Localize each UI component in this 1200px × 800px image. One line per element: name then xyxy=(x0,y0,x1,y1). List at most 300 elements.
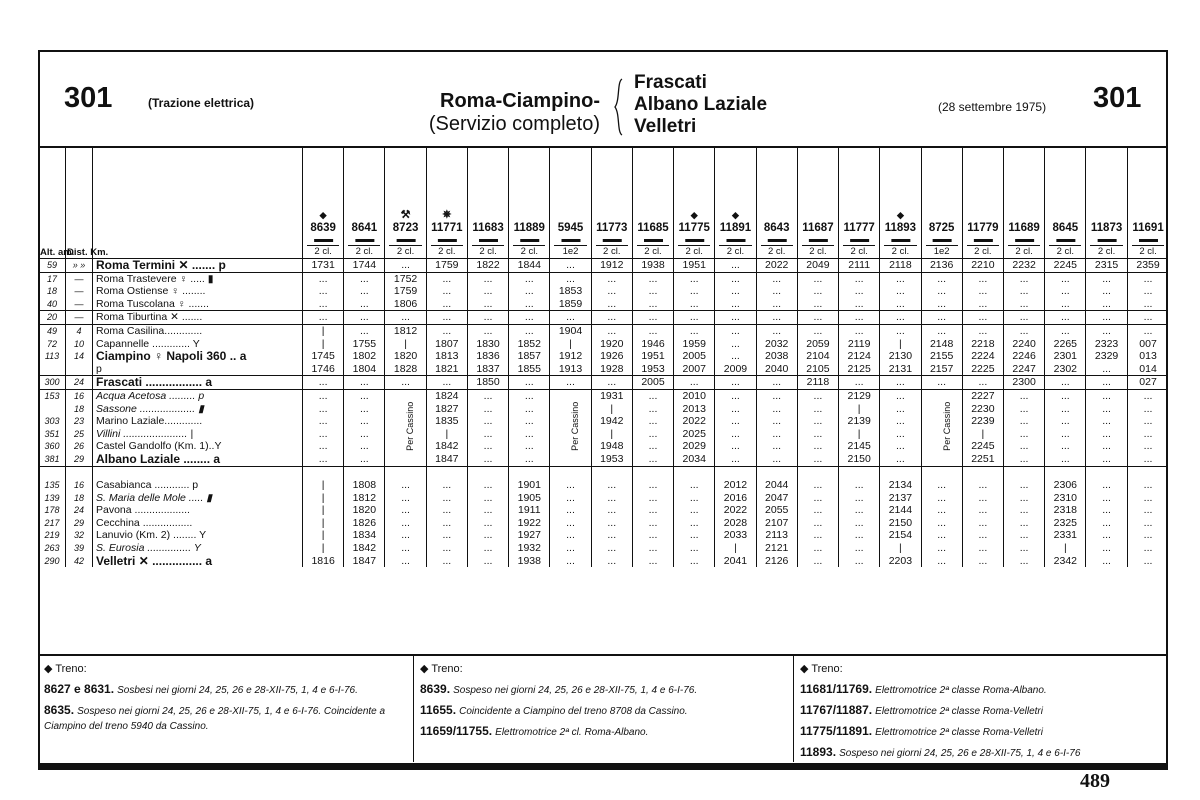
time-cell: 2342 xyxy=(1045,555,1086,568)
time-cell: 2157 xyxy=(921,363,962,376)
station-altitude: 18 xyxy=(39,285,66,298)
footnote-title: ◆ Treno: xyxy=(800,663,843,675)
time-cell: | xyxy=(550,338,591,351)
time-cell: ... xyxy=(962,517,1003,530)
railcar-icon: ▬▬ xyxy=(314,234,333,245)
time-cell: ... xyxy=(1086,298,1127,311)
time-cell: 2246 xyxy=(1003,350,1044,363)
time-cell: ... xyxy=(385,376,426,390)
time-cell: ... xyxy=(962,376,1003,390)
footnote-column-3 xyxy=(794,656,1168,762)
railcar-icon: ▬▬ xyxy=(437,234,456,245)
footnote-train: 8639. xyxy=(420,682,451,696)
time-cell: ... xyxy=(303,415,344,428)
train-class: 2 cl. xyxy=(431,245,463,258)
time-cell: ... xyxy=(674,272,715,285)
time-cell: ... xyxy=(303,403,344,416)
gap-cell xyxy=(66,466,93,479)
time-cell: ... xyxy=(674,479,715,492)
time-cell: 1911 xyxy=(509,504,550,517)
time-cell: 2005 xyxy=(674,350,715,363)
station-name: S. Eurosia ............... Y xyxy=(93,542,303,555)
train-class: 1e2 xyxy=(926,245,958,258)
time-cell: ... xyxy=(632,324,673,337)
time-cell: ... xyxy=(426,298,467,311)
time-cell: ... xyxy=(632,555,673,568)
table-number-left: 301 xyxy=(64,82,113,114)
time-cell: ... xyxy=(962,504,1003,517)
railcar-icon: ▬▬ xyxy=(520,234,539,245)
time-cell: 2005 xyxy=(632,376,673,390)
time-cell: ... xyxy=(550,311,591,325)
time-cell: ... xyxy=(632,428,673,441)
bottom-rule xyxy=(38,763,1168,770)
gap-cell xyxy=(39,466,66,479)
table-number-right: 301 xyxy=(1093,82,1142,114)
time-cell: ... xyxy=(962,542,1003,555)
time-cell: ... xyxy=(426,492,467,505)
time-cell: 2032 xyxy=(756,338,797,351)
station-name: Roma Ostiense ♀ ........ xyxy=(93,285,303,298)
footnote-train: 11767/11887. xyxy=(800,703,873,717)
station-altitude: 351 xyxy=(39,428,66,441)
footnote-text: Elettromotrice 2ª classe Roma-Albano. xyxy=(875,685,1047,696)
time-cell: 2113 xyxy=(756,529,797,542)
station-name: Cecchina ................. xyxy=(93,517,303,530)
station-name: Acqua Acetosa ......... p xyxy=(93,389,303,402)
time-cell: 2119 xyxy=(839,338,880,351)
time-cell: 013 xyxy=(1127,350,1168,363)
time-cell: 2245 xyxy=(962,440,1003,453)
time-cell: ... xyxy=(1045,428,1086,441)
time-cell: ... xyxy=(632,517,673,530)
time-cell: 1904 xyxy=(550,324,591,337)
train-class: 2 cl. xyxy=(596,245,628,258)
time-cell: 2232 xyxy=(1003,259,1044,273)
time-cell: ... xyxy=(921,504,962,517)
station-distance: 16 xyxy=(66,479,93,492)
time-cell: ... xyxy=(632,504,673,517)
time-cell: | xyxy=(1045,542,1086,555)
time-cell: ... xyxy=(632,285,673,298)
time-cell: ... xyxy=(632,440,673,453)
time-cell: ... xyxy=(1086,428,1127,441)
time-cell: 2047 xyxy=(756,492,797,505)
time-cell: ... xyxy=(1127,492,1168,505)
time-cell: ... xyxy=(385,492,426,505)
time-cell: ... xyxy=(715,403,756,416)
time-cell: ... xyxy=(1086,453,1127,466)
validity-date: (28 settembre 1975) xyxy=(938,100,1047,114)
time-cell: ... xyxy=(1086,504,1127,517)
time-cell: 2029 xyxy=(674,440,715,453)
footnote-item xyxy=(420,682,787,698)
time-cell: ... xyxy=(344,376,385,390)
station-name: S. Maria delle Mole ..... ▮ xyxy=(93,492,303,505)
station-row xyxy=(39,415,1169,428)
time-cell: 2301 xyxy=(1045,350,1086,363)
station-name: Roma Trastevere ♀ ..... ▮ xyxy=(93,272,303,285)
time-cell: 1959 xyxy=(674,338,715,351)
footnote-train: 11893. xyxy=(800,745,837,759)
time-cell: 1820 xyxy=(385,350,426,363)
time-cell: ... xyxy=(756,285,797,298)
time-cell: 2022 xyxy=(756,259,797,273)
station-name: Ciampino ♀ Napoli 360 .. a xyxy=(93,350,303,363)
time-cell: 2055 xyxy=(756,504,797,517)
time-cell: ... xyxy=(426,311,467,325)
footnote-item xyxy=(44,703,407,734)
time-cell: | xyxy=(839,428,880,441)
station-name: Capannelle ............. Y xyxy=(93,338,303,351)
time-cell: ... xyxy=(1045,453,1086,466)
time-cell: ... xyxy=(550,504,591,517)
time-cell: ... xyxy=(921,492,962,505)
diamond-icon: ◆ xyxy=(732,210,739,220)
time-cell: 1853 xyxy=(550,285,591,298)
time-cell: 1948 xyxy=(591,440,632,453)
time-cell: | xyxy=(880,338,921,351)
destination-albano: Albano Laziale xyxy=(634,94,768,115)
page-number: 489 xyxy=(1080,770,1110,792)
time-cell: ... xyxy=(797,389,838,402)
time-cell: 1938 xyxy=(509,555,550,568)
time-cell: 1913 xyxy=(550,363,591,376)
time-cell: ... xyxy=(880,285,921,298)
station-row xyxy=(39,466,1169,479)
time-cell: 2040 xyxy=(756,363,797,376)
time-cell: 2225 xyxy=(962,363,1003,376)
column-altitude: Alt. am. xyxy=(39,148,66,259)
time-cell: ... xyxy=(1003,440,1044,453)
time-cell: ... xyxy=(344,311,385,325)
time-cell: 2323 xyxy=(1086,338,1127,351)
station-altitude: 40 xyxy=(39,298,66,311)
time-cell: | xyxy=(591,428,632,441)
time-cell: | xyxy=(303,504,344,517)
station-name: Villini ...................... | xyxy=(93,428,303,441)
station-distance: 32 xyxy=(66,529,93,542)
time-cell: ... xyxy=(756,376,797,390)
time-cell: ... xyxy=(509,428,550,441)
time-cell: ... xyxy=(303,453,344,466)
time-cell: 1836 xyxy=(467,350,508,363)
footnote-title: ◆ Treno: xyxy=(44,663,87,675)
time-cell: ... xyxy=(839,311,880,325)
time-cell: ... xyxy=(467,529,508,542)
time-cell: 1745 xyxy=(303,350,344,363)
station-distance: 16 xyxy=(66,389,93,402)
time-cell: ... xyxy=(756,389,797,402)
footnote-item xyxy=(44,682,407,698)
time-cell: ... xyxy=(303,298,344,311)
railcar-icon: ▬▬ xyxy=(973,234,992,245)
station-row xyxy=(39,389,1169,402)
footnote-column-1 xyxy=(38,656,414,762)
train-header xyxy=(426,148,467,259)
time-cell: ... xyxy=(385,555,426,568)
time-cell: ... xyxy=(1086,479,1127,492)
time-cell: 1812 xyxy=(344,492,385,505)
railcar-icon: ▬▬ xyxy=(850,234,869,245)
time-cell: ... xyxy=(550,259,591,273)
train-number: 8645 xyxy=(1052,222,1079,234)
time-cell: 1855 xyxy=(509,363,550,376)
time-cell: 2251 xyxy=(962,453,1003,466)
time-cell: ... xyxy=(674,504,715,517)
time-cell: 1830 xyxy=(467,338,508,351)
time-cell: ... xyxy=(962,492,1003,505)
time-cell: ... xyxy=(756,428,797,441)
time-cell: ... xyxy=(797,428,838,441)
time-cell: ... xyxy=(467,389,508,402)
train-header xyxy=(1003,148,1044,259)
time-cell: ... xyxy=(426,479,467,492)
time-cell: ... xyxy=(426,529,467,542)
time-cell: ... xyxy=(1127,298,1168,311)
time-cell: ... xyxy=(632,403,673,416)
time-cell: 2145 xyxy=(839,440,880,453)
time-cell: ... xyxy=(467,492,508,505)
time-cell: ... xyxy=(1045,298,1086,311)
railcar-icon: ▬▬ xyxy=(767,234,786,245)
brace-icon xyxy=(614,78,624,136)
station-distance: » » xyxy=(66,259,93,273)
time-cell: ... xyxy=(797,542,838,555)
time-cell: | xyxy=(303,324,344,337)
train-class: 2 cl. xyxy=(761,245,793,258)
time-cell: ... xyxy=(962,324,1003,337)
time-cell: 2310 xyxy=(1045,492,1086,505)
time-cell: 1834 xyxy=(344,529,385,542)
time-cell: ... xyxy=(385,479,426,492)
time-cell: ... xyxy=(880,324,921,337)
time-cell: ... xyxy=(467,298,508,311)
time-cell: ... xyxy=(715,259,756,273)
time-cell: 1852 xyxy=(509,338,550,351)
time-cell: 2033 xyxy=(715,529,756,542)
train-header xyxy=(674,148,715,259)
train-class: 2 cl. xyxy=(513,245,545,258)
time-cell: ... xyxy=(674,542,715,555)
time-cell: 1953 xyxy=(632,363,673,376)
time-cell: 1759 xyxy=(385,285,426,298)
time-cell: ... xyxy=(1003,415,1044,428)
time-cell: ... xyxy=(839,298,880,311)
time-cell: 1857 xyxy=(509,350,550,363)
time-cell: ... xyxy=(962,479,1003,492)
station-row xyxy=(39,517,1169,530)
time-cell: 2247 xyxy=(1003,363,1044,376)
column-station xyxy=(93,148,303,259)
train-number: 11687 xyxy=(802,222,834,234)
time-cell: ... xyxy=(962,555,1003,568)
footnote-train: 8627 e 8631. xyxy=(44,682,115,696)
traction-note: (Trazione elettrica) xyxy=(148,96,255,110)
train-number: 11683 xyxy=(472,222,504,234)
time-cell: | xyxy=(303,542,344,555)
footnote-text: Coincidente a Ciampino del treno 8708 da Cassino. xyxy=(459,706,688,717)
time-cell: ... xyxy=(797,298,838,311)
station-altitude: 20 xyxy=(39,311,66,325)
footnote-item xyxy=(800,703,1162,719)
train-header xyxy=(880,148,921,259)
time-cell: 2111 xyxy=(839,259,880,273)
time-cell: ... xyxy=(962,529,1003,542)
time-cell: ... xyxy=(880,311,921,325)
train-class: 2 cl. xyxy=(389,245,421,258)
train-number: 11777 xyxy=(843,222,875,234)
time-cell: ... xyxy=(839,324,880,337)
train-class: 1e2 xyxy=(554,245,586,258)
time-cell: ... xyxy=(756,324,797,337)
time-cell: ... xyxy=(1045,440,1086,453)
train-number: 8641 xyxy=(351,222,378,234)
time-cell: 2022 xyxy=(715,504,756,517)
time-cell: ... xyxy=(467,311,508,325)
time-cell: 1842 xyxy=(426,440,467,453)
station-name: Sassone ................... ▮ xyxy=(93,403,303,416)
time-cell: ... xyxy=(1127,403,1168,416)
time-cell: ... xyxy=(839,529,880,542)
train-number: 11891 xyxy=(719,222,752,234)
gap-cell xyxy=(385,466,426,479)
time-cell: ... xyxy=(797,504,838,517)
station-altitude: 153 xyxy=(39,389,66,402)
time-cell: ... xyxy=(509,376,550,390)
time-cell: ... xyxy=(1045,285,1086,298)
time-cell: ... xyxy=(467,428,508,441)
station-name: Frascati ................. a xyxy=(93,376,303,390)
train-header xyxy=(385,148,426,259)
time-cell: 2306 xyxy=(1045,479,1086,492)
station-name: Albano Laziale ........ a xyxy=(93,453,303,466)
time-cell: 2034 xyxy=(674,453,715,466)
time-cell: 2130 xyxy=(880,350,921,363)
time-cell: ... xyxy=(344,389,385,402)
time-cell: ... xyxy=(1086,285,1127,298)
time-cell: ... xyxy=(467,517,508,530)
time-cell: ... xyxy=(715,298,756,311)
train-header xyxy=(1086,148,1127,259)
time-cell: 1847 xyxy=(344,555,385,568)
time-cell: ... xyxy=(591,272,632,285)
time-cell: ... xyxy=(385,517,426,530)
time-cell: | xyxy=(303,479,344,492)
time-cell: ... xyxy=(839,272,880,285)
time-cell: ... xyxy=(1045,376,1086,390)
time-cell: 2041 xyxy=(715,555,756,568)
time-cell: ... xyxy=(797,285,838,298)
timetable-sheet xyxy=(38,50,1168,770)
station-altitude: 381 xyxy=(39,453,66,466)
time-cell: ... xyxy=(1127,428,1168,441)
time-cell: ... xyxy=(1045,403,1086,416)
time-cell: ... xyxy=(797,517,838,530)
train-number: 5945 xyxy=(557,222,584,234)
time-cell: ... xyxy=(1086,517,1127,530)
train-header xyxy=(509,148,550,259)
time-cell: ... xyxy=(591,542,632,555)
station-altitude: 17 xyxy=(39,272,66,285)
time-cell: ... xyxy=(715,285,756,298)
time-cell: 2227 xyxy=(962,389,1003,402)
time-cell: ... xyxy=(467,324,508,337)
time-cell: 2139 xyxy=(839,415,880,428)
time-cell: ... xyxy=(426,285,467,298)
time-cell: ... xyxy=(509,403,550,416)
railcar-icon: ▬▬ xyxy=(355,234,374,245)
time-cell: ... xyxy=(839,492,880,505)
station-altitude: 49 xyxy=(39,324,66,337)
time-cell: 1953 xyxy=(591,453,632,466)
time-cell: 1912 xyxy=(550,350,591,363)
time-cell: ... xyxy=(509,453,550,466)
time-cell: ... xyxy=(1003,504,1044,517)
time-cell: ... xyxy=(303,440,344,453)
time-cell: ... xyxy=(921,285,962,298)
time-cell: | xyxy=(303,529,344,542)
train-header xyxy=(715,148,756,259)
time-cell: 2009 xyxy=(715,363,756,376)
station-altitude: 300 xyxy=(39,376,66,390)
footnote-text: Sosbesi nei giorni 24, 25, 26 e 28-XII-75, 1, 4 e 6-I-76. xyxy=(117,685,358,696)
route-line-1: Roma-Ciampino- xyxy=(440,90,600,112)
time-cell: | xyxy=(715,542,756,555)
time-cell: ... xyxy=(1127,324,1168,337)
time-cell: ... xyxy=(921,311,962,325)
railcar-icon: ▬▬ xyxy=(479,234,498,245)
train-class: 2 cl. xyxy=(1132,245,1165,258)
time-cell: ... xyxy=(839,376,880,390)
station-altitude: 217 xyxy=(39,517,66,530)
gap-cell xyxy=(839,466,880,479)
station-name: Roma Termini ✕ ....... p xyxy=(93,259,303,273)
train-header xyxy=(839,148,880,259)
time-cell: 2121 xyxy=(756,542,797,555)
train-class: 2 cl. xyxy=(348,245,380,258)
time-cell: ... xyxy=(1086,363,1127,376)
station-distance: 26 xyxy=(66,440,93,453)
time-cell: 1842 xyxy=(344,542,385,555)
train-number: 11773 xyxy=(596,222,628,234)
time-cell xyxy=(385,389,426,451)
time-cell: ... xyxy=(509,311,550,325)
time-cell: 2028 xyxy=(715,517,756,530)
train-header xyxy=(962,148,1003,259)
time-cell: 2118 xyxy=(880,259,921,273)
gap-cell xyxy=(756,466,797,479)
time-cell: ... xyxy=(1003,555,1044,568)
time-cell: ... xyxy=(921,298,962,311)
time-cell: 1820 xyxy=(344,504,385,517)
time-cell: ... xyxy=(344,298,385,311)
time-cell: ... xyxy=(550,376,591,390)
train-number: 8639 xyxy=(310,222,336,234)
train-number: 11873 xyxy=(1090,222,1123,234)
time-cell: ... xyxy=(674,376,715,390)
time-cell: 1824 xyxy=(426,389,467,402)
time-cell: 1932 xyxy=(509,542,550,555)
time-cell: 2144 xyxy=(880,504,921,517)
gap-cell xyxy=(509,466,550,479)
train-number: 11775 xyxy=(678,222,710,234)
time-cell: ... xyxy=(1045,389,1086,402)
time-cell: ... xyxy=(344,440,385,453)
footnote-text: Elettromotrice 2ª cl. Roma-Albano. xyxy=(495,727,649,738)
time-cell: ... xyxy=(715,324,756,337)
gap-cell xyxy=(797,466,838,479)
